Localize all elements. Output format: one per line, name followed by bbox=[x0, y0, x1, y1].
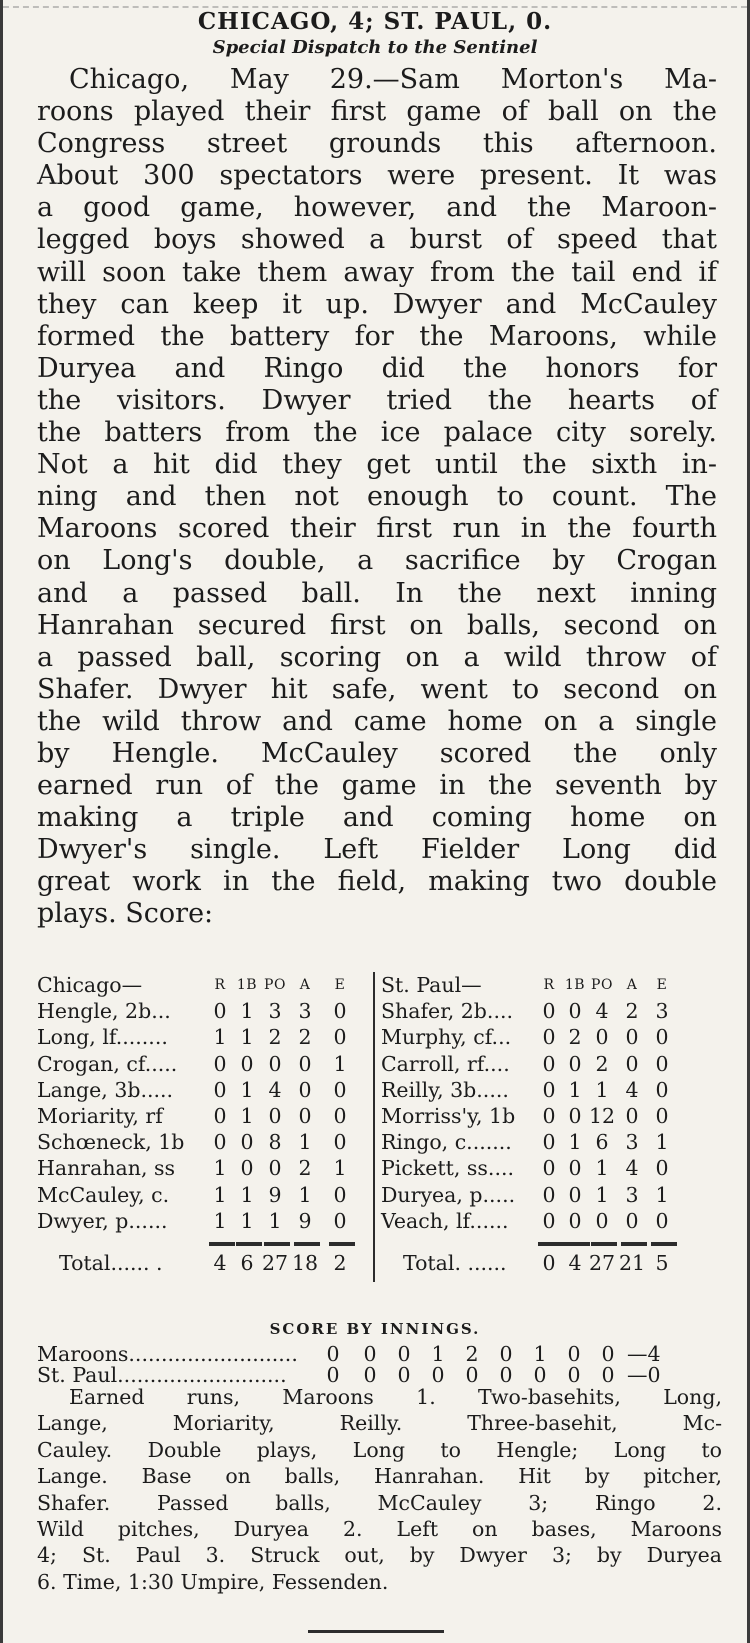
innings-run: 0 bbox=[431, 1363, 445, 1387]
player-stat: 6 bbox=[595, 1130, 609, 1155]
total-stat: 18 bbox=[292, 1250, 319, 1275]
player-stat: 1 bbox=[333, 1156, 347, 1181]
player-stat: 0 bbox=[568, 1156, 582, 1181]
innings-run: 0 bbox=[397, 1342, 411, 1366]
article-line: they can keep it up. Dwyer and McCauley bbox=[37, 288, 717, 320]
player-row bbox=[37, 1129, 367, 1155]
player-row bbox=[381, 998, 711, 1024]
player-stat: 0 bbox=[542, 1051, 556, 1076]
innings-row bbox=[37, 1343, 722, 1365]
player-name: Reilly, 3b..... bbox=[381, 1077, 509, 1102]
player-stat: 0 bbox=[595, 1208, 609, 1233]
player-name: Murphy, cf... bbox=[381, 1025, 512, 1050]
stat-header: R bbox=[214, 977, 226, 993]
total-stat: 4 bbox=[213, 1250, 227, 1275]
box-score-header-row bbox=[37, 972, 367, 998]
player-stat: 0 bbox=[333, 1182, 347, 1207]
innings-run: 0 bbox=[567, 1342, 581, 1366]
player-stat: 1 bbox=[240, 1025, 254, 1050]
player-stat: 0 bbox=[268, 1051, 282, 1076]
dash bbox=[564, 1242, 590, 1246]
player-stat: 0 bbox=[655, 1051, 669, 1076]
player-stat: 0 bbox=[568, 999, 582, 1024]
player-stat: 0 bbox=[298, 1077, 312, 1102]
player-stat: 0 bbox=[333, 1130, 347, 1155]
player-row bbox=[37, 1024, 367, 1050]
innings-run: 0 bbox=[397, 1363, 411, 1387]
player-stat: 0 bbox=[595, 1025, 609, 1050]
player-stat: 0 bbox=[568, 1103, 582, 1128]
dash bbox=[264, 1242, 290, 1246]
box-score-st-paul bbox=[381, 972, 711, 1276]
player-stat: 0 bbox=[568, 1182, 582, 1207]
player-name: Shafer, 2b.... bbox=[381, 999, 513, 1024]
innings-run: 0 bbox=[499, 1363, 513, 1387]
player-row bbox=[381, 1182, 711, 1208]
summary-line: Lange, Moriarity, Reilly. Three-basehit, Mc- bbox=[37, 1411, 722, 1436]
player-stat: 4 bbox=[625, 1077, 639, 1102]
box-score-chicago bbox=[37, 972, 367, 1276]
article-line: earned run of the game in the seventh by bbox=[37, 770, 717, 802]
article-line: the wild throw and came home on a single bbox=[37, 705, 717, 737]
totals-row bbox=[37, 1250, 367, 1276]
dash bbox=[651, 1242, 677, 1246]
article-line: on Long's double, a sacrifice by Crogan bbox=[37, 545, 717, 577]
player-row bbox=[37, 1103, 367, 1129]
innings-run: 2 bbox=[465, 1342, 479, 1366]
article-line: Hanrahan secured first on balls, second on bbox=[37, 609, 717, 641]
article-line: ning and then not enough to count. The bbox=[37, 481, 717, 513]
player-stat: 0 bbox=[333, 999, 347, 1024]
player-name: Schœneck, 1b bbox=[37, 1130, 185, 1155]
innings-row bbox=[37, 1364, 722, 1386]
player-stat: 0 bbox=[655, 1025, 669, 1050]
innings-team: St. Paul.......................... bbox=[37, 1363, 287, 1387]
player-stat: 0 bbox=[655, 1208, 669, 1233]
total-stat: 2 bbox=[333, 1250, 347, 1275]
stat-header: PO bbox=[591, 977, 613, 993]
player-name: Ringo, c....... bbox=[381, 1130, 512, 1155]
player-stat: 4 bbox=[268, 1077, 282, 1102]
summary-line: 6. Time, 1:30 Umpire, Fessenden. bbox=[37, 1569, 389, 1594]
player-stat: 1 bbox=[240, 1182, 254, 1207]
player-stat: 0 bbox=[542, 1025, 556, 1050]
player-stat: 0 bbox=[625, 1025, 639, 1050]
player-stat: 1 bbox=[213, 1182, 227, 1207]
box-score-divider bbox=[373, 972, 375, 1282]
player-stat: 0 bbox=[240, 1156, 254, 1181]
player-stat: 1 bbox=[655, 1130, 669, 1155]
total-stat: 27 bbox=[262, 1250, 289, 1275]
player-stat: 0 bbox=[333, 1077, 347, 1102]
article-line: legged boys showed a burst of speed that bbox=[37, 224, 717, 256]
article-line: the visitors. Dwyer tried the hearts of bbox=[37, 384, 717, 416]
player-stat: 2 bbox=[268, 1025, 282, 1050]
dash bbox=[621, 1242, 647, 1246]
summary-line: 4; St. Paul 3. Struck out, by Dwyer 3; by Duryea bbox=[37, 1543, 722, 1568]
player-stat: 0 bbox=[625, 1051, 639, 1076]
player-row bbox=[37, 1077, 367, 1103]
player-stat: 3 bbox=[298, 999, 312, 1024]
player-stat: 1 bbox=[568, 1077, 582, 1102]
player-stat: 12 bbox=[589, 1103, 616, 1128]
player-stat: 0 bbox=[240, 1051, 254, 1076]
player-stat: 0 bbox=[268, 1103, 282, 1128]
player-stat: 1 bbox=[240, 999, 254, 1024]
player-name: Pickett, ss.... bbox=[381, 1156, 514, 1181]
article-line: plays. Score: bbox=[37, 898, 214, 930]
player-stat: 0 bbox=[213, 1077, 227, 1102]
player-stat: 2 bbox=[298, 1156, 312, 1181]
player-name: Dwyer, p...... bbox=[37, 1208, 168, 1233]
player-name: Long, lf........ bbox=[37, 1025, 168, 1050]
stat-header: A bbox=[626, 977, 638, 993]
player-name: Duryea, p..... bbox=[381, 1182, 516, 1207]
player-name: Lange, 3b..... bbox=[37, 1077, 174, 1102]
player-stat: 0 bbox=[568, 1051, 582, 1076]
innings-total: —4 bbox=[627, 1342, 661, 1366]
player-stat: 1 bbox=[298, 1182, 312, 1207]
player-stat: 1 bbox=[240, 1208, 254, 1233]
stat-header: E bbox=[334, 977, 346, 993]
total-stat: 6 bbox=[240, 1250, 254, 1275]
totals-rule bbox=[37, 1234, 367, 1250]
innings-run: 0 bbox=[601, 1363, 615, 1387]
summary-line: Shafer. Passed balls, McCauley 3; Ringo 2. bbox=[37, 1490, 722, 1515]
totals-rule bbox=[381, 1234, 711, 1250]
box-score-header-row bbox=[381, 972, 711, 998]
player-row bbox=[381, 1155, 711, 1181]
player-stat: 1 bbox=[240, 1103, 254, 1128]
article-line: Not a hit did they get until the sixth in- bbox=[37, 449, 717, 481]
summary-line: Wild pitches, Duryea 2. Left on bases, Maroons bbox=[37, 1517, 722, 1542]
article-line: Duryea and Ringo did the honors for bbox=[37, 352, 717, 384]
player-stat: 0 bbox=[542, 1103, 556, 1128]
article-line: great work in the field, making two double bbox=[37, 866, 717, 898]
player-name: McCauley, c. bbox=[37, 1182, 170, 1207]
player-name: Hengle, 2b... bbox=[37, 999, 171, 1024]
team-label: St. Paul— bbox=[381, 973, 482, 997]
summary-line: Cauley. Double plays, Long to Hengle; Long to bbox=[37, 1437, 722, 1462]
innings-heading: SCORE BY INNINGS. bbox=[269, 1320, 481, 1338]
innings-run: 0 bbox=[601, 1342, 615, 1366]
player-stat: 1 bbox=[655, 1182, 669, 1207]
player-stat: 0 bbox=[625, 1103, 639, 1128]
stat-header: 1B bbox=[236, 977, 258, 993]
player-stat: 1 bbox=[568, 1130, 582, 1155]
player-stat: 0 bbox=[655, 1103, 669, 1128]
box-score bbox=[37, 972, 722, 1300]
article-line: Congress street grounds this afternoon. bbox=[37, 128, 717, 160]
article-line: Maroons scored their first run in the fourth bbox=[37, 513, 717, 545]
stat-header: R bbox=[543, 977, 555, 993]
player-stat: 1 bbox=[213, 1208, 227, 1233]
player-stat: 0 bbox=[655, 1156, 669, 1181]
player-stat: 0 bbox=[333, 1025, 347, 1050]
player-row bbox=[37, 1208, 367, 1234]
article-line: by Hengle. McCauley scored the only bbox=[37, 737, 717, 769]
torn-top-edge bbox=[3, 0, 747, 8]
player-stat: 0 bbox=[240, 1130, 254, 1155]
innings-run: 0 bbox=[326, 1363, 340, 1387]
player-stat: 0 bbox=[213, 999, 227, 1024]
player-row bbox=[381, 1077, 711, 1103]
article-line: will soon take them away from the tail end if bbox=[37, 256, 717, 288]
innings-run: 1 bbox=[431, 1342, 445, 1366]
total-stat: 21 bbox=[619, 1250, 646, 1275]
player-stat: 3 bbox=[625, 1182, 639, 1207]
player-row bbox=[381, 1024, 711, 1050]
innings-run: 0 bbox=[567, 1363, 581, 1387]
dash bbox=[294, 1242, 320, 1246]
total-stat: 5 bbox=[655, 1250, 669, 1275]
article-line: About 300 spectators were present. It was bbox=[37, 160, 717, 192]
player-name: Hanrahan, ss bbox=[37, 1156, 176, 1181]
player-stat: 1 bbox=[595, 1077, 609, 1102]
player-stat: 1 bbox=[268, 1208, 282, 1233]
player-stat: 8 bbox=[268, 1130, 282, 1155]
article-line: formed the battery for the Maroons, while bbox=[37, 320, 717, 352]
total-stat: 27 bbox=[589, 1250, 616, 1275]
article-line: the batters from the ice palace city sorely. bbox=[37, 417, 717, 449]
player-stat: 2 bbox=[298, 1025, 312, 1050]
innings-total: —0 bbox=[627, 1363, 661, 1387]
player-stat: 0 bbox=[298, 1051, 312, 1076]
player-stat: 0 bbox=[333, 1208, 347, 1233]
player-stat: 0 bbox=[542, 1077, 556, 1102]
player-stat: 1 bbox=[213, 1156, 227, 1181]
innings-run: 0 bbox=[363, 1363, 377, 1387]
player-stat: 0 bbox=[213, 1051, 227, 1076]
article-line: roons played their first game of ball on the bbox=[37, 96, 717, 128]
player-row bbox=[37, 1051, 367, 1077]
player-stat: 4 bbox=[595, 999, 609, 1024]
summary-line: Lange. Base on balls, Hanrahan. Hit by pitcher, bbox=[37, 1464, 722, 1489]
player-stat: 3 bbox=[268, 999, 282, 1024]
player-stat: 0 bbox=[542, 1130, 556, 1155]
player-stat: 0 bbox=[542, 999, 556, 1024]
player-name: Morriss'y, 1b bbox=[381, 1103, 516, 1128]
article-line: Dwyer's single. Left Fielder Long did bbox=[37, 834, 717, 866]
article-body bbox=[37, 64, 717, 931]
player-stat: 1 bbox=[595, 1156, 609, 1181]
totals-row bbox=[381, 1250, 711, 1276]
stat-header: E bbox=[656, 977, 668, 993]
player-stat: 0 bbox=[268, 1156, 282, 1181]
player-stat: 1 bbox=[595, 1182, 609, 1207]
total-stat: 0 bbox=[542, 1250, 556, 1275]
dash bbox=[236, 1242, 262, 1246]
player-stat: 2 bbox=[625, 999, 639, 1024]
player-row bbox=[37, 1182, 367, 1208]
player-row bbox=[381, 1103, 711, 1129]
player-stat: 0 bbox=[298, 1103, 312, 1128]
stat-header: A bbox=[299, 977, 311, 993]
article-line: a passed ball, scoring on a wild throw of bbox=[37, 641, 717, 673]
player-stat: 2 bbox=[595, 1051, 609, 1076]
dash bbox=[209, 1242, 235, 1246]
article-line: and a passed ball. In the next inning bbox=[37, 577, 717, 609]
article-line: Chicago, May 29.—Sam Morton's Ma- bbox=[69, 64, 717, 95]
player-stat: 3 bbox=[655, 999, 669, 1024]
player-stat: 0 bbox=[213, 1130, 227, 1155]
player-stat: 1 bbox=[298, 1130, 312, 1155]
player-name: Carroll, rf.... bbox=[381, 1051, 510, 1076]
player-stat: 1 bbox=[240, 1077, 254, 1102]
game-summary bbox=[37, 1384, 722, 1595]
summary-line: Earned runs, Maroons 1. Two-basehits, Long, bbox=[69, 1385, 722, 1409]
player-name: Crogan, cf..... bbox=[37, 1051, 178, 1076]
player-stat: 9 bbox=[268, 1182, 282, 1207]
stat-header: PO bbox=[264, 977, 286, 993]
player-stat: 0 bbox=[213, 1103, 227, 1128]
innings-run: 0 bbox=[499, 1342, 513, 1366]
player-stat: 0 bbox=[655, 1077, 669, 1102]
player-stat: 4 bbox=[625, 1156, 639, 1181]
player-stat: 9 bbox=[298, 1208, 312, 1233]
article-line: a good game, however, and the Maroon- bbox=[37, 192, 717, 224]
player-stat: 1 bbox=[213, 1025, 227, 1050]
article-line: Shafer. Dwyer hit safe, went to second on bbox=[37, 673, 717, 705]
innings-run: 0 bbox=[363, 1342, 377, 1366]
total-label: Total. ...... bbox=[403, 1250, 507, 1275]
player-row bbox=[37, 998, 367, 1024]
player-stat: 0 bbox=[542, 1182, 556, 1207]
player-name: Moriarity, rf bbox=[37, 1103, 163, 1128]
player-stat: 3 bbox=[625, 1130, 639, 1155]
player-stat: 0 bbox=[625, 1208, 639, 1233]
total-label: Total...... . bbox=[59, 1250, 163, 1275]
innings-run: 0 bbox=[326, 1342, 340, 1366]
player-row bbox=[381, 1129, 711, 1155]
innings-team: Maroons.......................... bbox=[37, 1342, 298, 1366]
innings-run: 1 bbox=[533, 1342, 547, 1366]
subheadline: Special Dispatch to the Sentinel bbox=[212, 37, 538, 58]
innings-run: 0 bbox=[533, 1363, 547, 1387]
player-stat: 0 bbox=[542, 1156, 556, 1181]
player-row bbox=[381, 1051, 711, 1077]
team-label: Chicago— bbox=[37, 973, 143, 997]
player-stat: 2 bbox=[568, 1025, 582, 1050]
dash bbox=[329, 1242, 355, 1246]
player-row bbox=[37, 1155, 367, 1181]
player-stat: 0 bbox=[568, 1208, 582, 1233]
end-rule bbox=[308, 1630, 444, 1633]
dash bbox=[538, 1242, 564, 1246]
player-stat: 1 bbox=[333, 1051, 347, 1076]
stat-header: 1B bbox=[564, 977, 586, 993]
dash bbox=[591, 1242, 617, 1246]
player-stat: 0 bbox=[542, 1208, 556, 1233]
article-line: making a triple and coming home on bbox=[37, 802, 717, 834]
player-row bbox=[381, 1208, 711, 1234]
total-stat: 4 bbox=[568, 1250, 582, 1275]
player-stat: 0 bbox=[333, 1103, 347, 1128]
headline: CHICAGO, 4; ST. PAUL, 0. bbox=[197, 8, 553, 35]
player-name: Veach, lf...... bbox=[381, 1208, 509, 1233]
innings-run: 0 bbox=[465, 1363, 479, 1387]
